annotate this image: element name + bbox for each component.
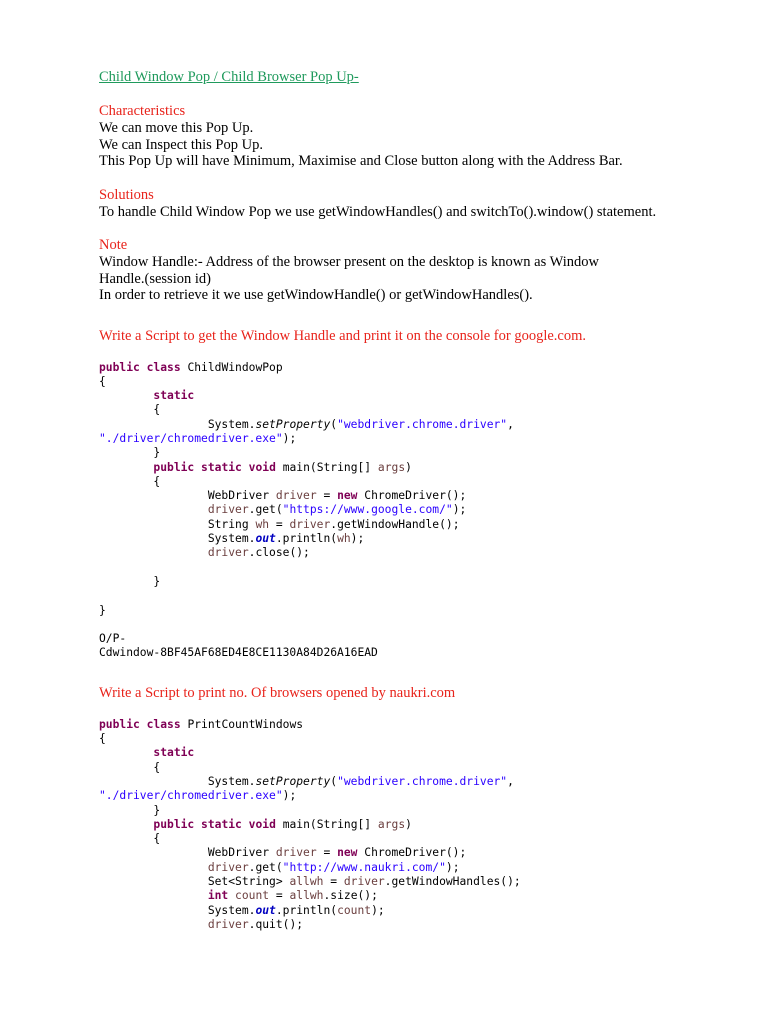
code-block-childwindowpop (99, 361, 739, 661)
document-title: Child Window Pop / Child Browser Pop Up- (99, 69, 359, 85)
code-line (99, 604, 739, 618)
code-token (99, 503, 208, 516)
code-token: driver (207, 917, 249, 931)
code-token: System. (99, 903, 256, 917)
code-token: } (99, 803, 161, 817)
spacer (99, 86, 739, 103)
code-line (99, 432, 739, 446)
code-token: { (99, 474, 161, 488)
code-line (99, 732, 739, 746)
code-token: static (201, 817, 242, 831)
code-token: ); (350, 532, 365, 546)
code-token: args (377, 460, 406, 474)
solutions-heading: Solutions (99, 186, 154, 203)
code-line (99, 818, 739, 832)
code-token: wh (255, 517, 270, 531)
code-token: public (99, 360, 140, 374)
code-token: allwh (289, 875, 324, 888)
code-line (99, 861, 739, 875)
spacer (99, 702, 739, 718)
code-token: ChromeDriver(); (357, 846, 467, 860)
code-line (99, 403, 739, 417)
code-token: System. (99, 417, 256, 431)
code-token: args (377, 817, 406, 831)
spacer (99, 345, 739, 361)
code-token: { (99, 760, 161, 774)
code-token: driver (207, 860, 249, 874)
code-line (99, 389, 739, 403)
spacer (99, 170, 739, 187)
solutions-line: To handle Child Window Pop we use getWindowHandles() and switchTo().window() statement. (99, 203, 657, 220)
code-token (99, 561, 106, 574)
spacer (99, 220, 739, 237)
code-token: driver (207, 503, 249, 517)
code-token: .get( (248, 860, 283, 874)
code-token: count (235, 889, 270, 903)
code-token (99, 861, 208, 874)
code-token: static (153, 746, 195, 760)
code-token: = (323, 875, 344, 888)
code-token: .getWindowHandle(); (330, 517, 460, 531)
code-token (242, 818, 249, 831)
code-line (99, 718, 739, 732)
code-token (99, 546, 208, 559)
code-token (99, 889, 208, 902)
code-token: "http://www.naukri.com/" (282, 860, 446, 874)
code-token: String (99, 517, 256, 531)
code-token: { (99, 832, 161, 846)
code-token: static (201, 460, 242, 474)
code-line (99, 518, 739, 532)
code-token (140, 718, 147, 731)
code-token: allwh (289, 889, 324, 903)
code-line (99, 446, 739, 460)
code-token: new (337, 489, 358, 503)
code-token: public (99, 717, 140, 731)
code-token: ); (452, 503, 467, 517)
code-token: setProperty (255, 774, 331, 788)
code-token: { (99, 403, 161, 417)
code-token: ); (282, 789, 297, 803)
code-token: static (153, 389, 195, 403)
code-token: main(String[] (275, 460, 378, 474)
code-token: "./driver/chromedriver.exe" (99, 431, 283, 445)
code-token: .quit(); (248, 917, 304, 931)
code-token: { (99, 732, 106, 746)
code-token: System. (99, 532, 256, 546)
code-line (99, 632, 739, 646)
code-line (99, 561, 739, 575)
code-token: "https://www.google.com/" (282, 503, 453, 517)
code-line (99, 589, 739, 603)
code-token: main(String[] (275, 817, 378, 831)
code-token (99, 389, 153, 402)
code-token: public (153, 817, 195, 831)
code-token: out (255, 903, 276, 917)
code-token: "webdriver.chrome.driver" (337, 774, 508, 788)
code-token: O/P- (99, 632, 127, 646)
code-token: = (316, 489, 338, 503)
code-token: ChromeDriver(); (357, 489, 467, 503)
code-token: setProperty (255, 417, 331, 431)
code-token: { (99, 374, 106, 388)
code-line (99, 646, 739, 660)
code-line (99, 789, 739, 803)
code-token: } (99, 574, 161, 588)
code-line (99, 375, 739, 389)
code-line (99, 461, 739, 475)
code-token: ChildWindowPop (180, 360, 283, 374)
code-token: ) (405, 460, 412, 474)
code-line (99, 361, 739, 375)
code-token: new (337, 846, 358, 860)
code-token: "./driver/chromedriver.exe" (99, 789, 283, 803)
code-token: driver (343, 875, 385, 888)
code-line (99, 746, 739, 760)
code-line (99, 775, 739, 789)
code-token: .getWindowHandles(); (384, 875, 521, 888)
code-line (99, 489, 739, 503)
code-token: out (255, 532, 276, 546)
code-token (242, 461, 249, 474)
code-line (99, 503, 739, 517)
characteristics-line: We can move this Pop Up. (99, 120, 254, 136)
code-token: "webdriver.chrome.driver" (337, 417, 508, 431)
code-token (140, 361, 147, 374)
code-line (99, 532, 739, 546)
code-token: class (146, 360, 181, 374)
code-line (99, 875, 739, 889)
code-token: int (207, 889, 229, 903)
code-token: count (337, 903, 372, 917)
code-token (99, 746, 153, 759)
code-token: } (99, 446, 161, 460)
code-line (99, 575, 739, 589)
code-token: WebDriver (99, 489, 276, 503)
code-token: ); (371, 903, 385, 917)
code-token: void (248, 460, 276, 474)
code-token (99, 818, 153, 831)
code-token: = (269, 517, 290, 531)
code-token: class (146, 717, 181, 731)
code-token: .println( (275, 532, 338, 546)
code-line (99, 761, 739, 775)
document-page (99, 68, 739, 932)
characteristics-line: This Pop Up will have Minimum, Maximise and Close button along with the Address Bar. (99, 153, 623, 169)
note-heading: Note (99, 237, 128, 253)
code-token: .get( (248, 503, 283, 517)
code-token: ) (405, 817, 412, 831)
code-token (99, 618, 106, 631)
code-token (99, 589, 106, 602)
code-token (99, 461, 153, 474)
code-token: ); (282, 431, 297, 445)
code-token: System. (99, 774, 256, 788)
code-token: .close(); (248, 546, 310, 560)
code-line (99, 918, 739, 932)
code-token: = (316, 846, 338, 860)
code-token: ( (330, 417, 338, 431)
script2-heading: Write a Script to print no. Of browsers opened by naukri.com (99, 684, 456, 701)
code-line (99, 546, 739, 560)
note-line: Window Handle:- Address of the browser present on the desktop is known as Window Handle.(session id) (99, 254, 599, 287)
code-token: = (269, 889, 290, 903)
note-line: In order to retrieve it we use getWindowHandle() or getWindowHandles(). (99, 287, 533, 303)
code-token: ); (445, 860, 460, 874)
characteristics-line: We can Inspect this Pop Up. (99, 136, 263, 153)
spacer (99, 304, 739, 328)
code-token: .size(); (323, 889, 378, 903)
spacer (99, 661, 739, 685)
code-token: PrintCountWindows (180, 717, 304, 731)
code-token: driver (289, 517, 331, 531)
code-line (99, 475, 739, 489)
code-token: } (99, 603, 106, 617)
code-token: Cdwindow-8BF45AF68ED4E8CE1130A84D26A16EAD (99, 646, 378, 660)
code-token: , (507, 774, 514, 788)
code-token: public (153, 460, 195, 474)
code-line (99, 618, 739, 632)
code-token: wh (337, 532, 351, 546)
code-token: Set<String> (99, 875, 290, 888)
code-token: ( (330, 774, 338, 788)
code-token: WebDriver (99, 846, 276, 860)
code-token: driver (275, 489, 317, 503)
code-token: .println( (275, 903, 338, 917)
characteristics-heading: Characteristics (99, 103, 186, 119)
code-token: driver (207, 546, 249, 560)
code-token: driver (275, 846, 317, 860)
code-block-printcountwindows (99, 718, 739, 932)
code-line (99, 418, 739, 432)
code-token: void (248, 817, 276, 831)
code-line (99, 889, 739, 903)
code-line (99, 846, 739, 860)
script1-heading: Write a Script to get the Window Handle and print it on the console for google.com. (99, 327, 587, 344)
code-token (99, 918, 208, 931)
code-line (99, 804, 739, 818)
code-line (99, 832, 739, 846)
code-token: , (507, 417, 514, 431)
code-line (99, 904, 739, 918)
